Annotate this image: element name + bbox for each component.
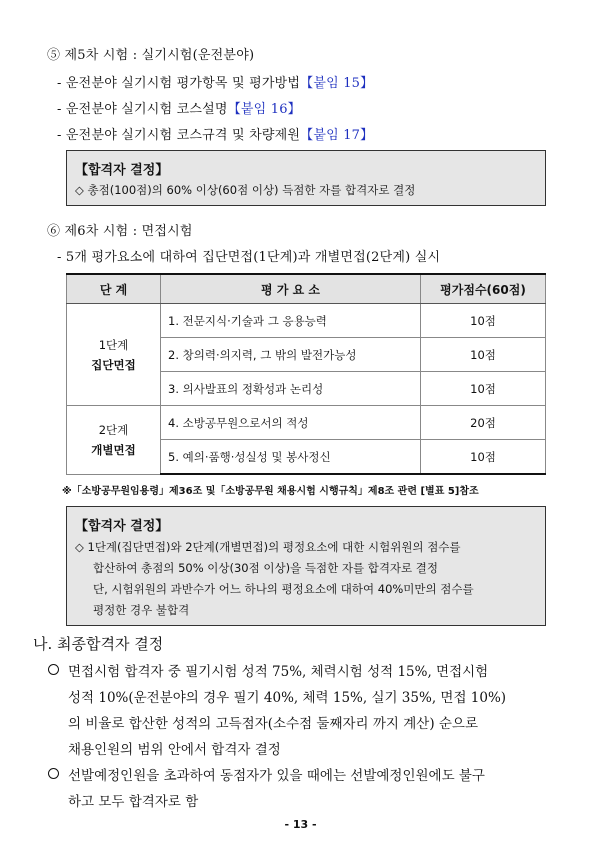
s5-item-3-text: - 운전분야 실기시험 코스규격 및 차량제원 — [57, 128, 301, 143]
s5-pass-box — [66, 150, 546, 206]
final-bullet-2 — [48, 766, 59, 782]
s5-item-2-text: - 운전분야 실기시험 코스설명 — [57, 102, 228, 117]
table-note: ※「소방공무원임용령」제36조 및「소방공무원 채용시험 시행규칙」제8조 관련 [별표 5]참조 — [62, 486, 479, 497]
score-cell: 10점 — [421, 372, 546, 406]
final-p1-line-1: 면접시험 합격자 중 필기시험 성적 75%, 체력시험 성적 15%, 면접시험 — [68, 664, 489, 680]
s6-pass-box-line-4: 평정한 경우 불합격 — [93, 603, 190, 617]
final-heading: 나. 최종합격자 결정 — [33, 635, 164, 653]
stage-1-label: 1단계 — [98, 337, 129, 352]
final-bullet-1 — [48, 662, 59, 678]
col-header-element: 평 가 요 소 — [161, 274, 421, 304]
s5-item-1-ref: 【붙임 15】 — [300, 76, 374, 91]
s5-item-2-ref: 【붙임 16】 — [227, 102, 301, 117]
score-cell: 10점 — [421, 304, 546, 338]
s5-pass-box-text: ◇ 총점(100점)의 60% 이상(60점 이상) 득점한 자를 합격자로 결정 — [75, 183, 416, 197]
s5-pass-box-title: 【합격자 결정】 — [75, 163, 169, 178]
col-header-stage: 단 계 — [67, 274, 161, 304]
stage-2-cell — [67, 406, 161, 475]
stage-2-label: 2단계 — [98, 422, 129, 437]
s6-pass-box — [66, 506, 546, 626]
stage-1-cell — [67, 304, 161, 406]
table-row — [67, 406, 546, 440]
table-row — [67, 304, 546, 338]
final-p2-line-1: 선발예정인원을 초과하여 동점자가 있을 때에는 선발예정인원에도 불구 — [68, 768, 485, 784]
table-header-row — [67, 274, 546, 304]
s6-desc: - 5개 평가요소에 대하여 집단면접(1단계)과 개별면접(2단계) 실시 — [57, 250, 441, 265]
section6-heading: ⑥ 제6차 시험 : 면접시험 — [47, 224, 193, 239]
section5-heading: ⑤ 제5차 시험 : 실기시험(운전분야) — [47, 48, 255, 63]
interview-evaluation-table — [66, 273, 546, 475]
element-cell: 1. 전문지식·기술과 그 응용능력 — [161, 304, 421, 338]
s5-item-3-ref: 【붙임 17】 — [300, 128, 374, 143]
final-p1-line-4: 채용인원의 범위 안에서 합격자 결정 — [68, 742, 281, 758]
page-number: - 13 - — [284, 818, 317, 831]
score-cell: 10점 — [421, 440, 546, 475]
final-p1-line-3: 의 비율로 합산한 성적의 고득점자(소수점 둘째자리 까지 계산) 순으로 — [68, 716, 479, 732]
s6-pass-box-title: 【합격자 결정】 — [75, 519, 169, 534]
s5-item-1 — [57, 72, 373, 91]
s5-item-1-text: - 운전분야 실기시험 평가항목 및 평가방법 — [57, 76, 301, 91]
element-cell: 2. 창의력·의지력, 그 밖의 발전가능성 — [161, 338, 421, 372]
col-header-score: 평가점수(60점) — [421, 274, 546, 304]
element-cell: 5. 예의·품행·성실성 및 봉사정신 — [161, 440, 421, 475]
score-cell: 10점 — [421, 338, 546, 372]
s6-pass-box-line-1: ◇ 1단계(집단면접)와 2단계(개별면접)의 평정요소에 대한 시험위원의 점수를 — [75, 540, 461, 554]
circle-bullet-icon — [48, 664, 59, 675]
stage-2-type: 개별면접 — [91, 442, 136, 457]
final-p2-line-2: 하고 모두 합격자로 함 — [68, 794, 199, 810]
element-cell: 4. 소방공무원으로서의 적성 — [161, 406, 421, 440]
s6-pass-box-line-2: 합산하여 총점의 50% 이상(30점 이상)을 득점한 자를 합격자로 결정 — [93, 561, 439, 575]
final-p1-line-2: 성적 10%(운전분야의 경우 필기 40%, 체력 15%, 실기 35%, 면접 10%) — [68, 690, 507, 706]
s6-pass-box-line-3: 단, 시험위원의 과반수가 어느 하나의 평정요소에 대하여 40%미만의 점수를 — [93, 582, 474, 596]
stage-1-type: 집단면접 — [91, 357, 136, 372]
s5-item-2 — [57, 98, 301, 117]
element-cell: 3. 의사발표의 정확성과 논리성 — [161, 372, 421, 406]
s5-item-3 — [57, 124, 373, 143]
circle-bullet-icon — [48, 768, 59, 779]
score-cell: 20점 — [421, 406, 546, 440]
